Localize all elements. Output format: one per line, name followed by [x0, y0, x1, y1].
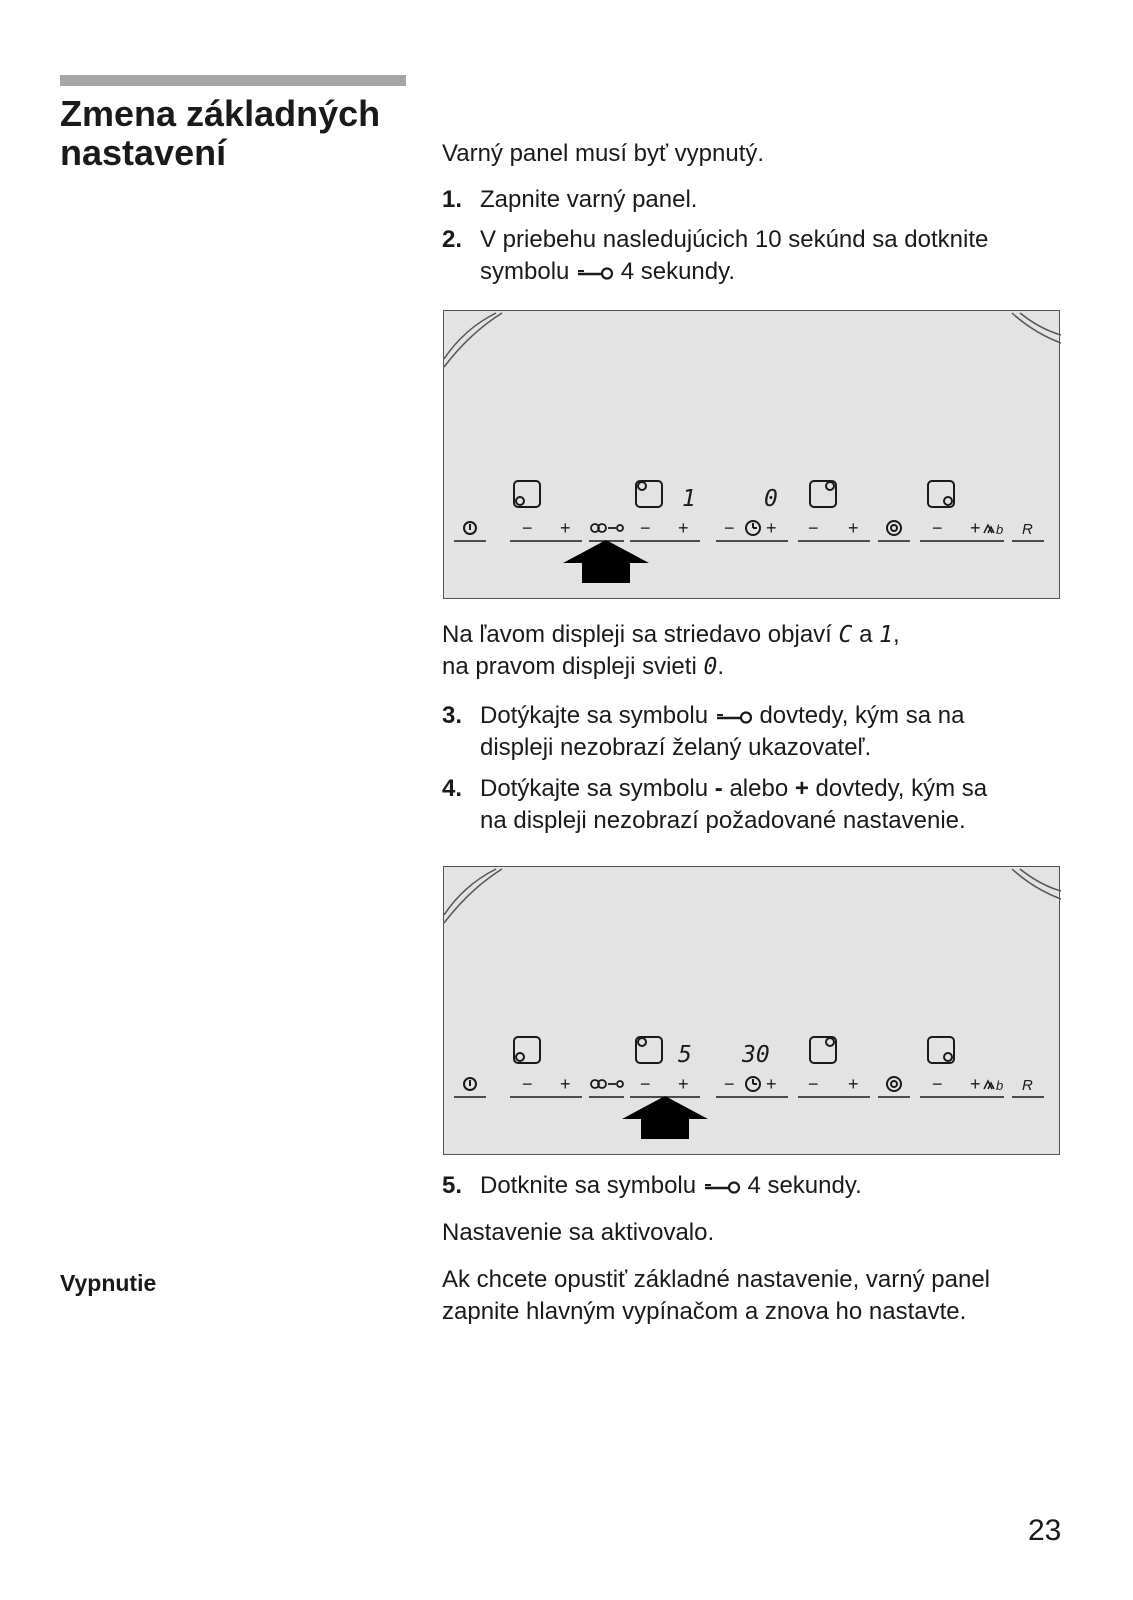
step-text	[480, 773, 1082, 837]
arrow-up-icon	[563, 540, 649, 583]
step-2	[442, 224, 1082, 288]
step-number: 5.	[442, 1172, 463, 1199]
zone-icon	[810, 481, 836, 507]
zone-icon	[636, 1037, 662, 1063]
step-text-post: 4 sekundy.	[747, 1172, 862, 1199]
page-title	[60, 94, 420, 172]
right-display: 30	[742, 1042, 770, 1068]
display-note-line1: Na ľavom displeji sa striedavo objaví	[442, 621, 832, 648]
key-lock-icon	[576, 265, 614, 281]
step-text	[480, 700, 1082, 764]
plus-key: +	[766, 1074, 777, 1094]
step-text-pre: Dotýkajte sa symbolu	[480, 702, 709, 729]
zone-icon	[636, 481, 662, 507]
timer-icon	[746, 1077, 760, 1091]
display-note	[442, 619, 1082, 683]
minus-key: −	[640, 518, 651, 538]
control-panel-illustration-2	[443, 866, 1060, 1155]
zone-icon	[810, 1037, 836, 1063]
panel-1-drawing	[444, 311, 1061, 600]
zone-icon	[928, 481, 954, 507]
display-symbol-0: 0	[703, 654, 718, 680]
intro-text: Varný panel musí byť vypnutý.	[442, 140, 765, 167]
plus-key: +	[766, 518, 777, 538]
step-number: 1.	[442, 186, 463, 213]
power-icon	[464, 522, 476, 534]
activated-text: Nastavenie sa aktivovalo.	[442, 1219, 715, 1246]
step-text: Zapnite varný panel.	[480, 186, 698, 213]
right-display: 0	[764, 486, 778, 512]
step-text-pre: Dotýkajte sa symbolu	[480, 775, 709, 802]
key-lock-icon	[703, 1179, 741, 1195]
minus-key: −	[808, 518, 819, 538]
display-note-line2: na pravom displeji svieti	[442, 653, 697, 680]
step-text-mid: alebo	[729, 775, 789, 802]
key-lock-icon	[591, 1080, 623, 1088]
page-number: 23	[1028, 1514, 1062, 1547]
plus-key: +	[970, 518, 981, 538]
boost-b-label: b	[996, 522, 1004, 537]
side-label: Vypnutie	[60, 1270, 157, 1296]
control-panel-illustration-1	[443, 310, 1060, 599]
step-1	[442, 184, 1082, 216]
left-display: 1	[682, 486, 696, 512]
power-boost-icon	[984, 1081, 994, 1089]
step-text-post: dovtedy, kým sa na	[759, 702, 965, 729]
step-number: 4.	[442, 775, 463, 802]
step-text-line2: displeji nezobrazí želaný ukazovateľ.	[480, 734, 872, 761]
step-text-pre: Dotknite sa symbolu	[480, 1172, 697, 1199]
plus-key: +	[560, 1074, 571, 1094]
boost-b-label: b	[996, 1078, 1004, 1093]
key-lock-icon	[591, 524, 623, 532]
zone-icon	[514, 1037, 540, 1063]
arrow-up-icon	[622, 1096, 708, 1139]
step-text	[480, 1170, 1082, 1202]
step-text-post: dovtedy, kým sa	[815, 775, 988, 802]
step-text-line2: na displeji nezobrazí požadované nastavenie.	[480, 807, 966, 834]
minus-key: −	[808, 1074, 819, 1094]
mode-key: R	[1022, 1077, 1033, 1094]
exit-note-line2: zapnite hlavným vypínačom a znova ho nastavte.	[442, 1298, 967, 1325]
exit-note-line1: Ak chcete opustiť základné nastavenie, varný panel	[442, 1266, 991, 1293]
page-title-line2: nastavení	[60, 132, 227, 173]
plus-symbol: +	[794, 775, 809, 802]
zone-icon	[928, 1037, 954, 1063]
minus-key: −	[932, 518, 943, 538]
step-4	[442, 773, 1082, 837]
power-icon	[464, 1078, 476, 1090]
plus-key: +	[848, 518, 859, 538]
display-note-and: a	[859, 621, 873, 648]
minus-key: −	[724, 518, 735, 538]
display-symbol-1: 1	[879, 622, 893, 648]
minus-key: −	[640, 1074, 651, 1094]
minus-key: −	[522, 518, 533, 538]
plus-key: +	[678, 518, 689, 538]
exit-note	[442, 1264, 1082, 1328]
plus-key: +	[678, 1074, 689, 1094]
display-note-period: .	[717, 653, 724, 680]
timer-icon	[746, 521, 760, 535]
display-note-comma: ,	[892, 621, 900, 648]
page-title-line1: Zmena základných	[60, 93, 381, 134]
panel-2-drawing	[444, 867, 1061, 1156]
zone-icon	[514, 481, 540, 507]
minus-symbol: -	[714, 775, 723, 802]
step-text-post: 4 sekundy.	[620, 258, 736, 285]
step-text-line1: V priebehu nasledujúcich 10 sekúnd sa dotknite	[480, 226, 989, 253]
section-rule	[60, 75, 406, 86]
display-symbol-c: C	[838, 622, 853, 648]
key-lock-icon	[715, 709, 753, 725]
left-display: 5	[678, 1042, 692, 1068]
plus-key: +	[560, 518, 571, 538]
step-number: 3.	[442, 702, 463, 729]
step-number: 2.	[442, 226, 463, 253]
step-text-pre: symbolu	[480, 258, 570, 285]
minus-key: −	[724, 1074, 735, 1094]
plus-key: +	[848, 1074, 859, 1094]
step-5	[442, 1170, 1082, 1202]
power-boost-icon	[984, 525, 994, 533]
plus-key: +	[970, 1074, 981, 1094]
minus-key: −	[932, 1074, 943, 1094]
step-text	[480, 224, 1082, 288]
wipe-protection-icon	[887, 521, 901, 535]
step-3	[442, 700, 1082, 764]
wipe-protection-icon	[887, 1077, 901, 1091]
mode-key: R	[1022, 521, 1033, 538]
minus-key: −	[522, 1074, 533, 1094]
